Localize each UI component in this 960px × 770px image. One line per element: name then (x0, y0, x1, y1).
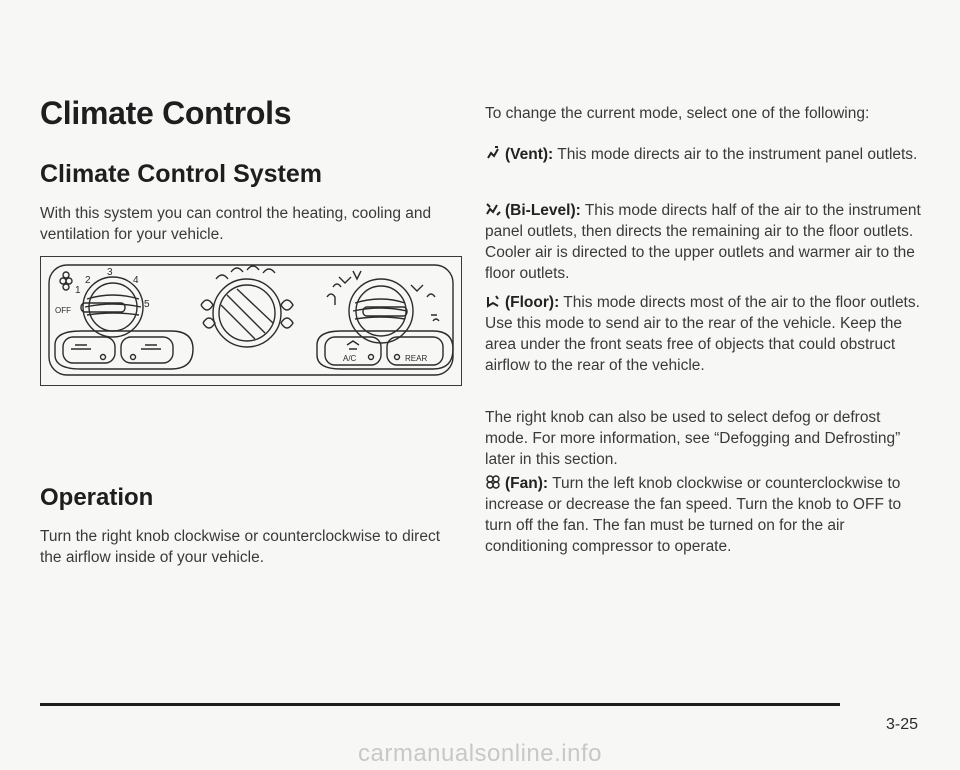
mode-floor-label: (Floor): (505, 294, 560, 311)
mode-bilevel (485, 200, 925, 284)
mode-bilevel-text: This mode directs half of the air to the instrument panel outlets, then directs the remaining air to the floor outlets. Cooler air is directed to the upper outlets and warmer air to the floor outlets. (485, 202, 921, 282)
fan-speed-3: 3 (107, 267, 113, 278)
climate-panel-drawing (41, 257, 461, 385)
mode-vent-label: (Vent): (505, 146, 554, 163)
page-number: 3-25 (885, 716, 918, 733)
operation-paragraph: Turn the right knob clockwise or counterclockwise to direct the airflow inside of your vehicle. (40, 528, 441, 566)
mode-vent (485, 144, 925, 165)
floor-mode-icon (485, 293, 501, 309)
ac-button-label: A/C (343, 354, 357, 363)
fan-paragraph (485, 473, 925, 557)
fan-off-label: OFF (55, 306, 71, 315)
fan-speed-1: 1 (75, 285, 81, 296)
fan-label: (Fan): (505, 475, 549, 492)
footer-rule (40, 703, 840, 706)
fan-text: Turn the left knob clockwise or counterclockwise to increase or decrease the fan speed. Turn the knob to OFF to turn off the fan. The fan must be turned on for the air conditioning compressor to operate. (485, 475, 902, 555)
mode-bilevel-label: (Bi-Level): (505, 202, 581, 219)
page-title: Climate Controls (40, 95, 292, 131)
defog-paragraph: The right knob can also be used to select defog or defrost mode. For more information, see “Defogging and Defrosting” later in this section. (485, 409, 901, 468)
mode-intro: To change the current mode, select one of the following: (485, 105, 870, 122)
watermark: carmanualsonline.info (358, 740, 602, 767)
mode-floor-text: This mode directs most of the air to the floor outlets. Use this mode to send air to the rear of the vehicle. Keep the area under the front seats free of objects that could obstruct airflow to the rear of the vehicle. (485, 294, 920, 374)
section-title-system: Climate Control System (40, 160, 323, 188)
bilevel-mode-icon (485, 201, 501, 217)
fan-icon (485, 474, 501, 490)
mode-floor (485, 292, 925, 376)
mode-vent-text: This mode directs air to the instrument panel outlets. (557, 146, 918, 163)
rear-defrost-label: REAR (405, 354, 428, 363)
climate-control-panel-illustration (40, 256, 462, 386)
fan-speed-4: 4 (133, 275, 139, 286)
intro-paragraph: With this system you can control the heating, cooling and ventilation for your vehicle. (40, 205, 432, 243)
fan-speed-5: 5 (144, 299, 150, 310)
section-title-operation: Operation (40, 484, 154, 511)
fan-speed-2: 2 (85, 275, 91, 286)
vent-mode-icon (485, 145, 501, 161)
